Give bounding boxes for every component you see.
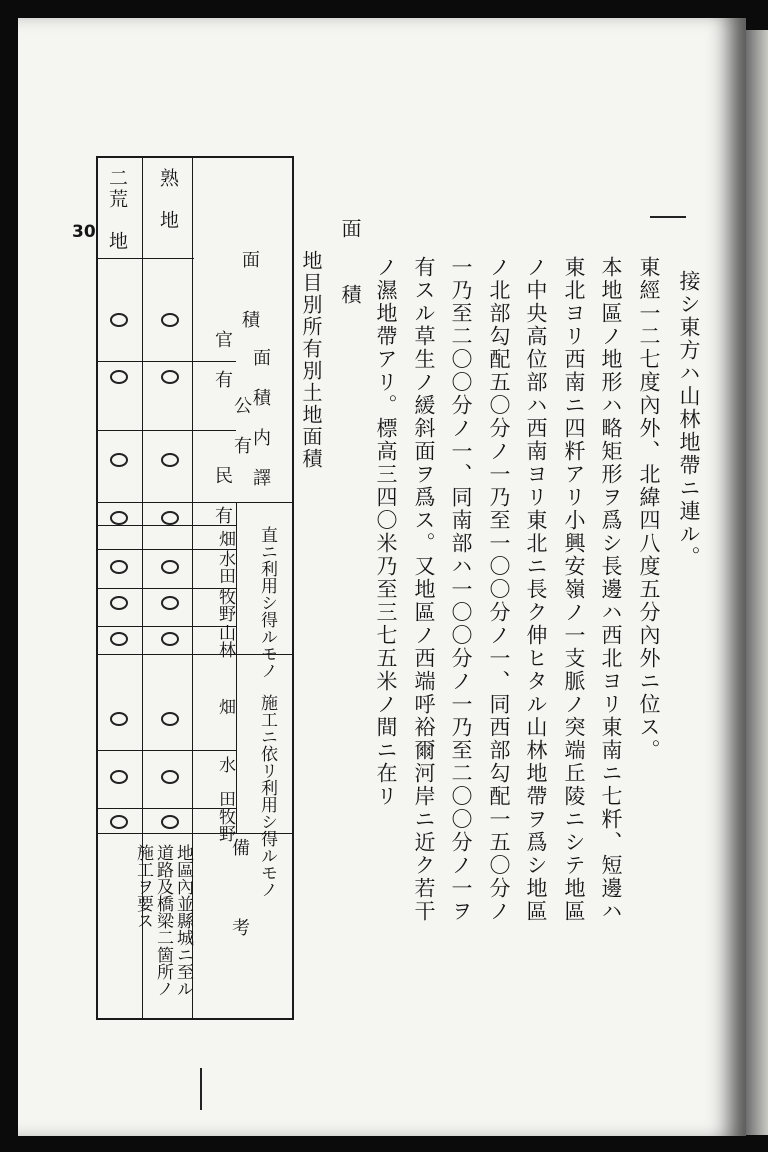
remarks-line-2: 道路及橋梁二箇所ノ: [153, 844, 173, 997]
header-breakdown: 面 積 内 譯: [250, 348, 271, 488]
row-sep-3: [96, 502, 292, 503]
zero-mark: [110, 815, 128, 829]
type-paddy-after: 水 田: [215, 756, 235, 807]
header-remarks: 備 考: [229, 838, 250, 938]
zero-mark: [161, 511, 179, 525]
type-paddy-direct: 水田: [215, 550, 235, 584]
header-public: 公 有: [231, 396, 252, 456]
zero-mark: [110, 370, 128, 384]
zero-mark: [161, 770, 179, 784]
document-page: [18, 18, 746, 1136]
body-column-6: ノ北部勾配五〇分ノ一乃至一〇〇分ノ一、同西部勾配一五〇分ノ: [487, 256, 511, 923]
zero-mark: [110, 560, 128, 574]
body-column-1: 接シ東方ハ山林地帶ニ連ル。: [677, 270, 701, 569]
header-area: 面 積: [239, 250, 260, 330]
zero-mark: [110, 712, 128, 726]
type-field-after: 畑: [215, 698, 235, 715]
zero-mark: [110, 453, 128, 467]
row-sep-2: [96, 430, 236, 431]
zero-mark: [161, 815, 179, 829]
zero-mark: [161, 632, 179, 646]
body-column-2: 東經一二七度內外、北緯四八度五分內外ニ位ス。: [637, 256, 661, 762]
body-column-7: 一乃至二〇〇分ノ一、同南部ハ一〇〇分ノ一乃至二〇〇分ノ一ヲ: [449, 256, 473, 923]
zero-mark: [161, 370, 179, 384]
header-official: 官 有: [212, 330, 233, 390]
row-label-mature-land: 熟 地: [157, 168, 179, 231]
zero-mark: [161, 453, 179, 467]
zero-mark: [161, 560, 179, 574]
zero-mark: [161, 596, 179, 610]
page-number: 30: [72, 222, 96, 242]
body-column-4: 東北ヨリ西南ニ四粁アリ小興安嶺ノ一支脈ノ突端丘陵ニシテ地區: [562, 256, 586, 923]
zero-mark: [110, 596, 128, 610]
zero-mark: [161, 712, 179, 726]
top-rule: [650, 216, 686, 218]
col-sep-3: [236, 503, 237, 833]
row-sep-9: [96, 750, 236, 751]
type-forest-direct: 山林: [215, 624, 235, 658]
body-column-8: 有スル草生ノ緩斜面ヲ爲ス。又地區ノ西端呼裕爾河岸ニ近ク若干: [412, 256, 436, 923]
body-column-5: ノ中央高位部ハ西南ヨリ東北ニ長ク伸ヒタル山林地帶ヲ爲シ地區: [524, 256, 548, 923]
stray-mark: [200, 1068, 202, 1110]
zero-mark: [110, 632, 128, 646]
body-column-9: ノ濕地帶アリ。標高三四〇米乃至三七五米ノ間ニ在リ: [374, 256, 398, 808]
header-use-after-works: 施工ニ依リ利用シ得ルモノ: [257, 694, 277, 898]
row-label-waste-land: 二荒 地: [106, 168, 128, 252]
header-direct-use: 直ニ利用シ得ルモノ: [257, 526, 277, 679]
type-pasture-after: 牧野: [215, 808, 235, 842]
type-field-direct: 畑: [215, 530, 235, 547]
remarks-line-3: 施工ヲ要ス: [133, 844, 153, 929]
zero-mark: [110, 313, 128, 327]
section-heading: 面 積: [338, 218, 362, 306]
body-column-3: 本地區ノ地形ハ略矩形ヲ爲シ長邊ハ西北ヨリ東南ニ七粁、短邊ハ: [599, 256, 623, 923]
zero-mark: [110, 770, 128, 784]
header-line: [96, 258, 194, 259]
zero-mark: [110, 511, 128, 525]
zero-mark: [161, 313, 179, 327]
remarks-line-1: 地區內並縣城ニ至ル: [173, 844, 193, 997]
table-caption: 地目別所有別土地面積: [299, 250, 323, 470]
type-pasture-direct: 牧野: [215, 588, 235, 622]
header-private: 民 有: [212, 466, 233, 526]
